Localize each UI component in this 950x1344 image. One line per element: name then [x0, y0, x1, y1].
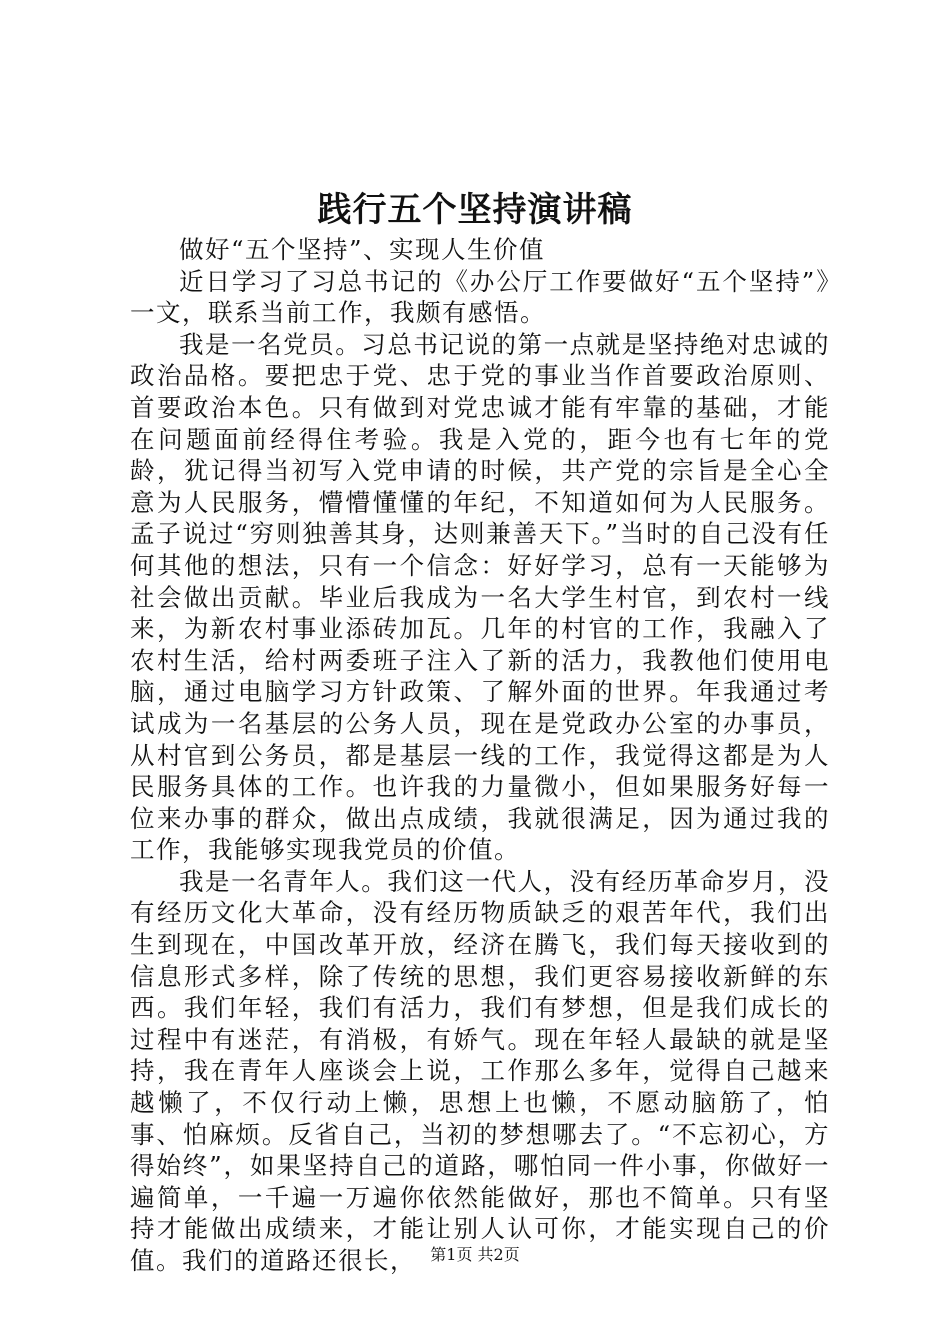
intro-paragraph: 近日学习了习总书记的《办公厅工作要做好“五个坚持”》一文，联系当前工作，我颇有感悟。 — [130, 266, 830, 328]
document-body — [130, 234, 830, 1277]
young-person-paragraph: 我是一名青年人。我们这一代人，没有经历革命岁月，没有经历文化大革命，没有经历物质缺乏的艰苦年代，我们出生到现在，中国改革开放，经济在腾飞，我们每天接收到的信息形式多样，除了传统的思想，我们更容易接收新鲜的东西。我们年轻，我们有活力，我们有梦想，但是我们成长的过程中有迷茫，有消极，有娇气。现在年轻人最缺的就是坚持，我在青年人座谈会上说，工作那么多年，觉得自己越来越懒了，不仅行动上懒，思想上也懒，不愿动脑筋了，怕事、怕麻烦。反省自己，当初的梦想哪去了。“不忘初心，方得始终”，如果坚持自己的道路，哪怕同一件小事，你做好一遍简单，一千遍一万遍你依然能做好，那也不简单。只有坚持才能做出成绩来，才能让别人认可你，才能实现自己的价值。我们的道路还很长， — [130, 866, 830, 1275]
document-title: 践行五个坚持演讲稿 — [317, 190, 633, 230]
subtitle-paragraph: 做好“五个坚持”、实现人生价值 — [179, 235, 546, 264]
party-member-paragraph: 我是一名党员。习总书记说的第一点就是坚持绝对忠诚的政治品格。要把忠于党、忠于党的事业当作首要政治原则、首要政治本色。只有做到对党忠诚才能有牢靠的基础，才能在问题面前经得住考验。我是入党的，距今也有七年的党龄，犹记得当初写入党申请的时候，共产党的宗旨是全心全意为人民服务，懵懵懂懂的年纪，不知道如何为人民服务。孟子说过“穷则独善其身，达则兼善天下。”当时的自己没有任何其他的想法，只有一个信念：好好学习，总有一天能够为社会做出贡献。毕业后我成为一名大学生村官，到农村一线来，为新农村事业添砖加瓦。几年的村官的工作，我融入了农村生活，给村两委班子注入了新的活力，我教他们使用电脑，通过电脑学习方针政策、了解外面的世界。年我通过考试成为一名基层的公务人员，现在是党政办公室的办事员，从村官到公务员，都是基层一线的工作，我觉得这都是为人民服务具体的工作。也许我的力量微小，但如果服务好每一位来办事的群众，做出点成绩，我就很满足，因为通过我的工作，我能够实现我党员的价值。 — [130, 329, 830, 865]
page-number-footer: 第1页 共2页 — [430, 1245, 520, 1264]
